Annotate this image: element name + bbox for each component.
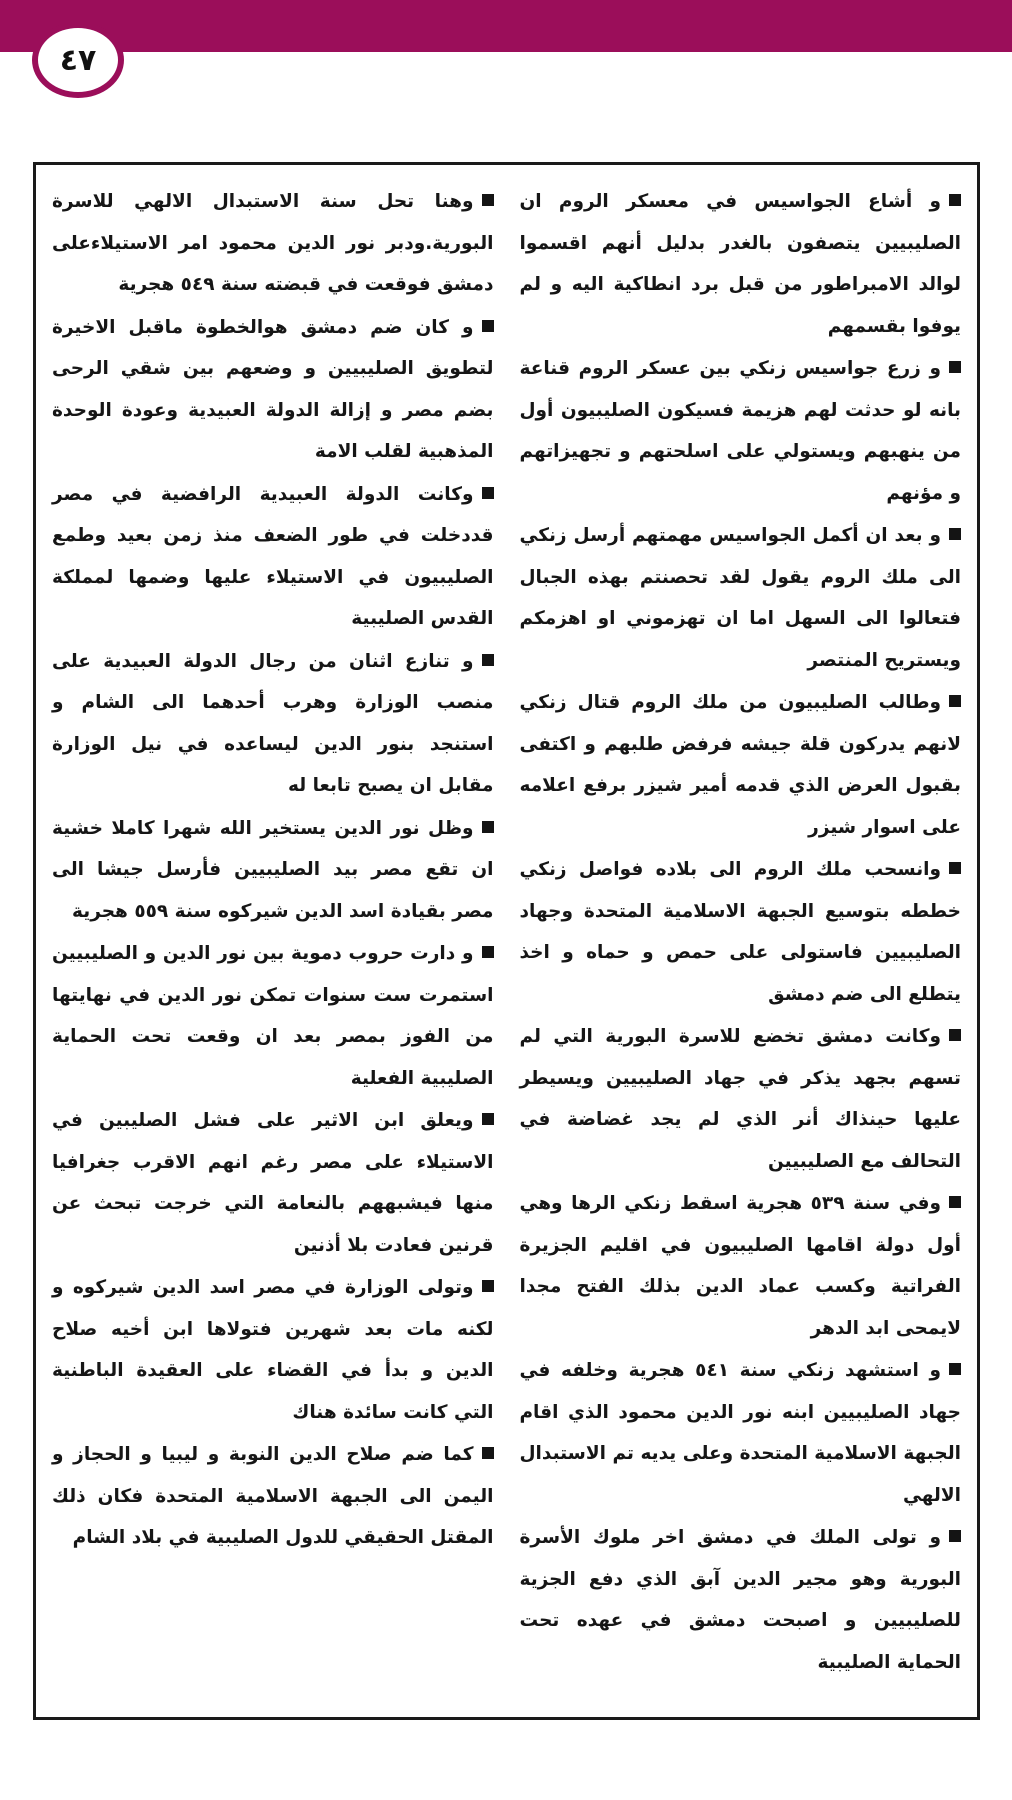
square-bullet-icon bbox=[949, 1029, 961, 1041]
square-bullet-icon bbox=[949, 1530, 961, 1542]
square-bullet-icon bbox=[482, 1113, 494, 1125]
square-bullet-icon bbox=[482, 194, 494, 206]
paragraph: وانسحب ملك الروم الى بلاده فواصل زنكي خططه بتوسيع الجبهة الاسلامية المتحدة وجهاد الصليبيين فاستولى على حمص و حماه و اخذ يتطلع الى ضم دمشق bbox=[519, 859, 961, 1005]
right-column bbox=[520, 181, 962, 1707]
paragraph: و تنازع اثنان من رجال الدولة العبيدية على منصب الوزارة وهرب أحدهما الى الشام و استنجد بنور الدين ليساعده في نيل الوزارة مقابل ان يصبح تابعا له bbox=[52, 650, 494, 796]
paragraph: و أشاع الجواسيس في معسكر الروم ان الصليبيين يتصفون بالغدر بدليل أنهم اقسموا لوالد الامبراطور من قبل برد انطاكية اليه و لم يوفوا بقسمهم bbox=[519, 191, 961, 337]
square-bullet-icon bbox=[482, 821, 494, 833]
square-bullet-icon bbox=[949, 361, 961, 373]
square-bullet-icon bbox=[949, 194, 961, 206]
square-bullet-icon bbox=[949, 1363, 961, 1375]
paragraph: وكانت الدولة العبيدية الرافضية في مصر قددخلت في طور الضعف منذ زمن بعيد وطمع الصليبيون في الاستيلاء عليها وضمها لمملكة القدس الصليبية bbox=[52, 483, 494, 629]
square-bullet-icon bbox=[949, 528, 961, 540]
paragraph: ويعلق ابن الاثير على فشل الصليبين في الاستيلاء على مصر رغم انهم الاقرب جغرافيا منها فيشبههم بالنعامة التي خرجت تبحث عن قرنين فعادت بلا أذنين bbox=[52, 1110, 494, 1256]
page-number-badge bbox=[32, 22, 124, 98]
square-bullet-icon bbox=[482, 320, 494, 332]
paragraph: وطالب الصليبيون من ملك الروم قتال زنكي لانهم يدركون قلة جيشه فرفض طلبهم و اكتفى بقبول العرض الذي قدمه أمير شيزر برفع اعلامه على اسوار شيزر bbox=[519, 692, 961, 838]
paragraph: و استشهد زنكي سنة ٥٤١ هجرية وخلفه في جهاد الصليبيين ابنه نور الدين محمود الذي اقام الجبهة الاسلامية المتحدة وعلى يديه تم الاستبدال الالهي bbox=[519, 1360, 961, 1506]
square-bullet-icon bbox=[482, 654, 494, 666]
paragraph: وكانت دمشق تخضع للاسرة البورية التي لم تسهم بجهد يذكر في جهاد الصليبيين ويسيطر عليها حينذاك أنر الذي لم يجد غضاضة في التحالف مع الصليبيين bbox=[519, 1026, 961, 1172]
paragraph: و بعد ان أكمل الجواسيس مهمتهم أرسل زنكي الى ملك الروم يقول لقد تحصنتم بهذه الجبال فتعالوا الى السهل اما ان تهزموني او اهزمكم ويستريح المنتصر bbox=[519, 525, 961, 671]
paragraph: وفي سنة ٥٣٩ هجرية اسقط زنكي الرها وهي أول دولة اقامها الصليبيون في اقليم الجزيرة الفراتية وكسب عماد الدين بذلك الفتح مجدا لايمحى ابد الدهر bbox=[519, 1193, 961, 1339]
paragraph: و كان ضم دمشق هوالخطوة ماقبل الاخيرة لتطويق الصليبيين و وضعهم بين شقي الرحى بضم مصر و إزالة الدولة العبيدية وعودة الوحدة المذهبية لقلب الامة bbox=[52, 316, 494, 462]
header-bar bbox=[0, 0, 1012, 52]
paragraph: و دارت حروب دموية بين نور الدين و الصليبيين استمرت ست سنوات تمكن نور الدين في نهايتها من الفوز بمصر بعد ان وقعت تحت الحماية الصليبية الفعلية bbox=[52, 943, 494, 1089]
paragraph: كما ضم صلاح الدين النوبة و ليبيا و الحجاز و اليمن الى الجبهة الاسلامية المتحدة فكان ذلك المقتل الحقيقي للدول الصليبية في بلاد الشام bbox=[52, 1444, 494, 1548]
left-column bbox=[52, 181, 494, 1707]
paragraph: وتولى الوزارة في مصر اسد الدين شيركوه و لكنه مات بعد شهرين فتولاها ابن أخيه صلاح الدين و بدأ في القضاء على العقيدة الباطنية التي كانت سائدة هناك bbox=[52, 1277, 494, 1423]
content-frame bbox=[33, 162, 980, 1720]
square-bullet-icon bbox=[482, 946, 494, 958]
paragraph: و تولى الملك في دمشق اخر ملوك الأسرة البورية وهو مجير الدين آبق الذي دفع الجزية للصليبيين و اصبحت دمشق في عهده تحت الحماية الصليبية bbox=[519, 1527, 961, 1673]
square-bullet-icon bbox=[949, 1196, 961, 1208]
square-bullet-icon bbox=[482, 1447, 494, 1459]
square-bullet-icon bbox=[482, 1280, 494, 1292]
square-bullet-icon bbox=[949, 862, 961, 874]
paragraph: وهنا تحل سنة الاستبدال الالهي للاسرة البورية.ودبر نور الدين محمود امر الاستيلاءعلى دمشق فوقعت في قبضته سنة ٥٤٩ هجرية bbox=[52, 191, 494, 295]
square-bullet-icon bbox=[949, 695, 961, 707]
page-number: ٤٧ bbox=[59, 42, 97, 78]
paragraph: و زرع جواسيس زنكي بين عسكر الروم قناعة بانه لو حدثت لهم هزيمة فسيكون الصليبيون أول من ينهبهم ويستولي على اسلحتهم و تجهيزاتهم و مؤنهم bbox=[519, 358, 961, 504]
square-bullet-icon bbox=[482, 487, 494, 499]
paragraph: وظل نور الدين يستخير الله شهرا كاملا خشية ان تقع مصر بيد الصليبيين فأرسل جيشا الى مصر بقيادة اسد الدين شيركوه سنة ٥٥٩ هجرية bbox=[52, 817, 494, 922]
